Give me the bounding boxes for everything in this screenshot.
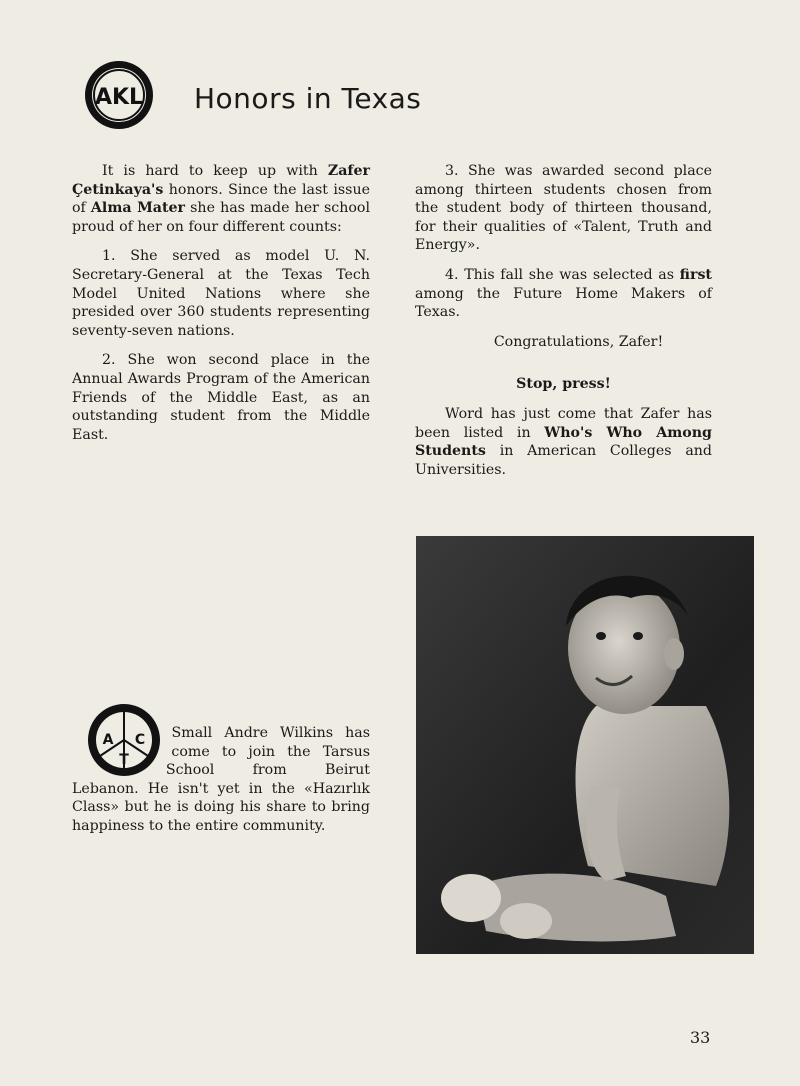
intro-paragraph: It is hard to keep up with Zafer Çetinkaya's honors. Since the last issue of Alma Mater she has made her school proud of her on four different counts: [72, 163, 370, 235]
page-number: 33 [690, 1028, 711, 1047]
left-column [72, 162, 370, 455]
child-photo-image [416, 536, 754, 954]
act-logo-letter-t: T [119, 752, 129, 768]
act-logo [86, 702, 162, 778]
congratulations-line: Congratulations, Zafer! [493, 333, 664, 350]
act-logo-letter-a: A [102, 732, 114, 748]
stop-press-paragraph: Word has just come that Zafer has been listed in Who's Who Among Students in American Colleges and Universities. [415, 405, 712, 478]
andre-section [72, 700, 370, 836]
stop-press-heading: Stop, press! [516, 376, 611, 393]
child-photo [416, 536, 754, 954]
andre-paragraph: Small Andre Wilkins has come to join the Tarsus School from Beirut Lebanon. He isn't yet in the «Hazırlık Class» but he is doing his share to bring happiness to the entire community. [72, 725, 370, 834]
honor-3-paragraph: 3. She was awarded second place among thirteen students chosen from the student body of thirteen thousand, for their qualities of «Talent, Truth and Energy». [415, 163, 712, 254]
right-column [415, 162, 712, 490]
aki-logo [82, 58, 156, 132]
honor-2-paragraph: 2. She won second place in the Annual Awards Program of the American Friends of the Middle East, as an outstanding student from the Middle East. [72, 352, 370, 443]
honor-4-paragraph: 4. This fall she was selected as first among the Future Home Makers of Texas. [415, 266, 712, 321]
act-logo-letter-c: C [134, 732, 146, 748]
aki-logo-text: AKL [94, 85, 144, 110]
page-title: Honors in Texas [194, 82, 422, 115]
honor-1-paragraph: 1. She served as model U. N. Secretary-General at the Texas Tech Model United Nations where she presided over 360 students representing seventy-seven nations. [72, 248, 370, 339]
